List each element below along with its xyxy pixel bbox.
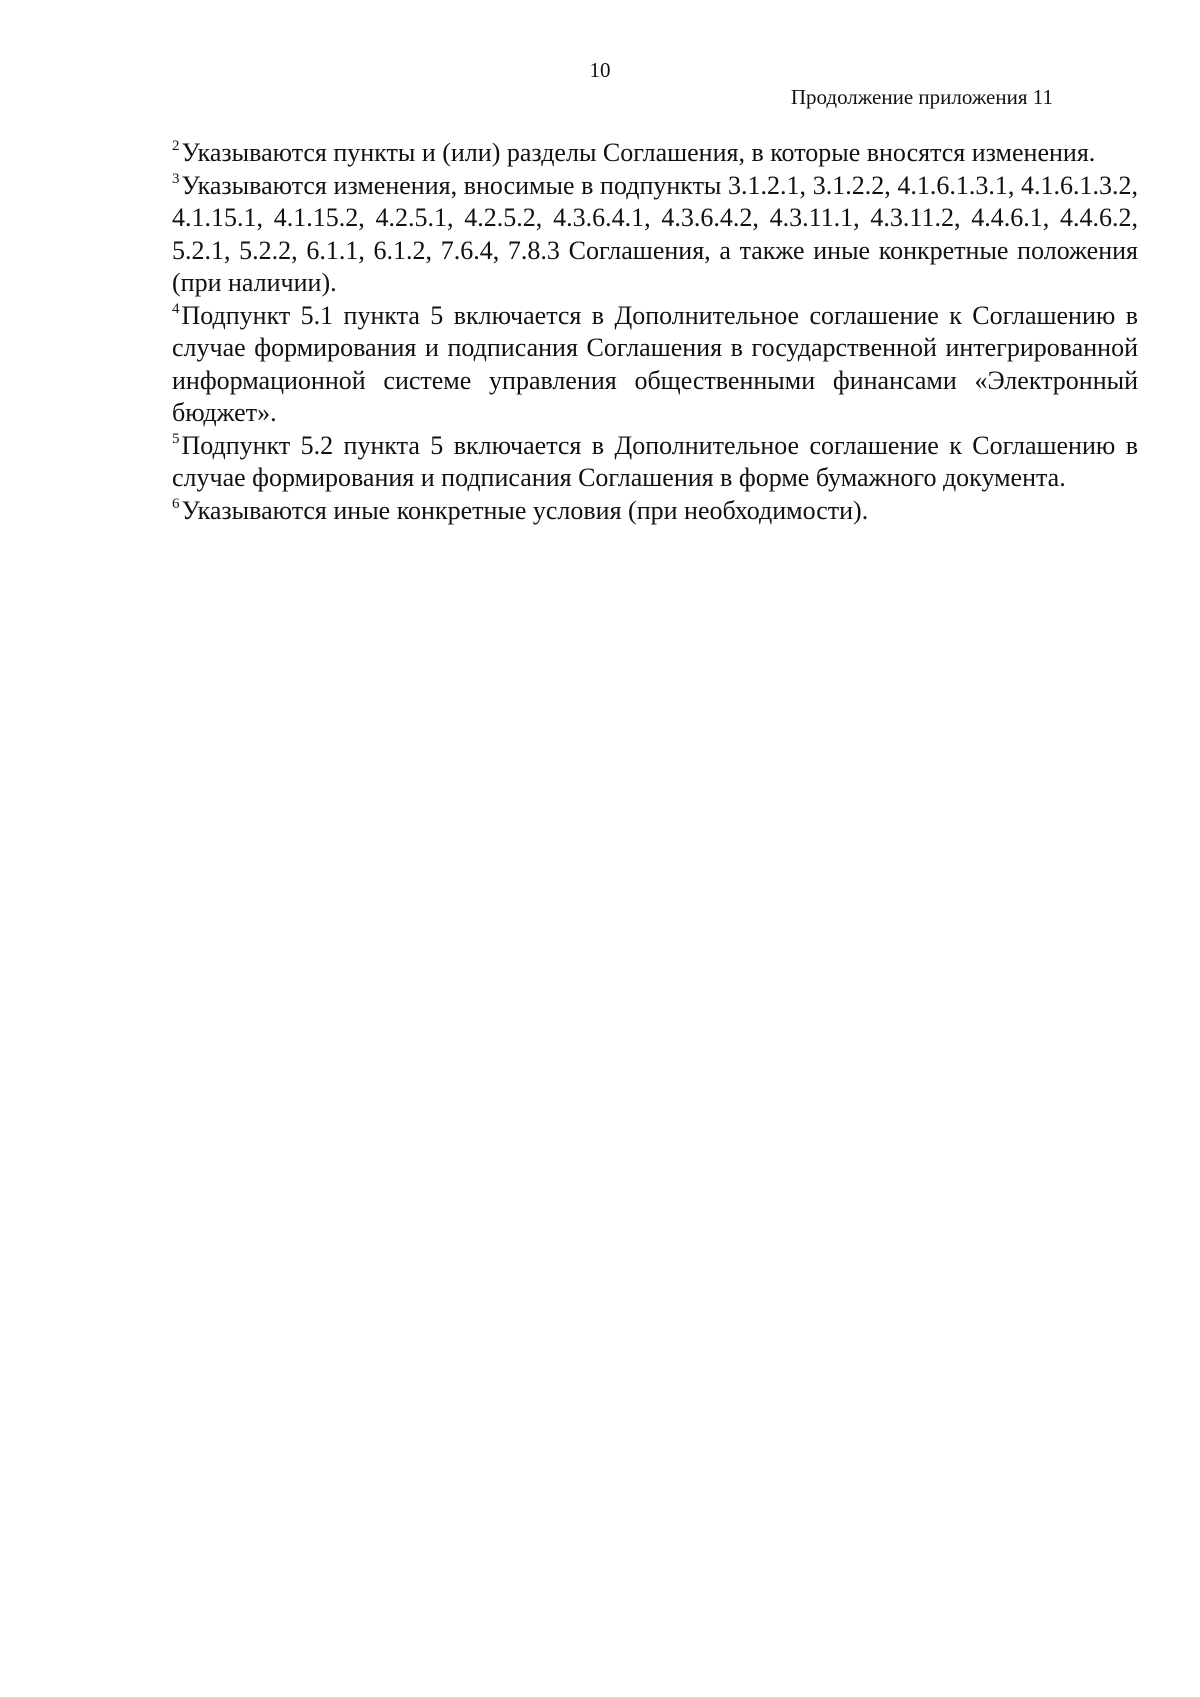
page-number: 10: [589, 58, 611, 82]
footnote-marker: 3: [172, 170, 180, 187]
footnote-3: [172, 170, 1138, 300]
appendix-continuation-label: Продолжение приложения 11: [790, 85, 1053, 109]
footnote-5: [172, 430, 1138, 495]
footnote-2: [172, 137, 1138, 170]
footnote-marker: 2: [172, 138, 180, 154]
footnote-marker: 5: [172, 430, 180, 447]
footnote-4: [172, 300, 1138, 430]
footnote-text: Подпункт 5.1 пункта 5 включается в Дополнительное соглашение к Соглашению в случае формирования и подписания Соглашения в государственной интегрированной информационной системе управления общественными финансами «Электронный бюджет».: [172, 300, 1138, 427]
footnote-text: Указываются изменения, вносимые в подпункты 3.1.2.1, 3.1.2.2, 4.1.6.1.3.1, 4.1.6.1.3.2, 4.1.15.1, 4.1.15.2, 4.2.5.1, 4.2.5.2, 4.3.6.4.1, 4.3.6.4.2, 4.3.11.1, 4.3.11.2, 4.4.6.1, 4.4.6.2, 5.2.1, 5.2.2, 6.1.1, 6.1.2, 7.6.4, 7.8.3 Соглашения, а также иные конкретные положения (при наличии).: [172, 170, 1138, 297]
footnote-text: Указываются пункты и (или) разделы Соглашения, в которые вносятся изменения.: [181, 138, 1096, 167]
footnote-text: Подпункт 5.2 пункта 5 включается в Дополнительное соглашение к Соглашению в случае формирования и подписания Соглашения в форме бумажного документа.: [172, 430, 1138, 492]
footnote-6: [172, 495, 1138, 528]
footnote-marker: 6: [172, 495, 180, 512]
footnotes-list: [172, 137, 1138, 527]
footnote-text: Указываются иные конкретные условия (при необходимости).: [181, 495, 869, 525]
footnote-marker: 4: [172, 300, 180, 317]
